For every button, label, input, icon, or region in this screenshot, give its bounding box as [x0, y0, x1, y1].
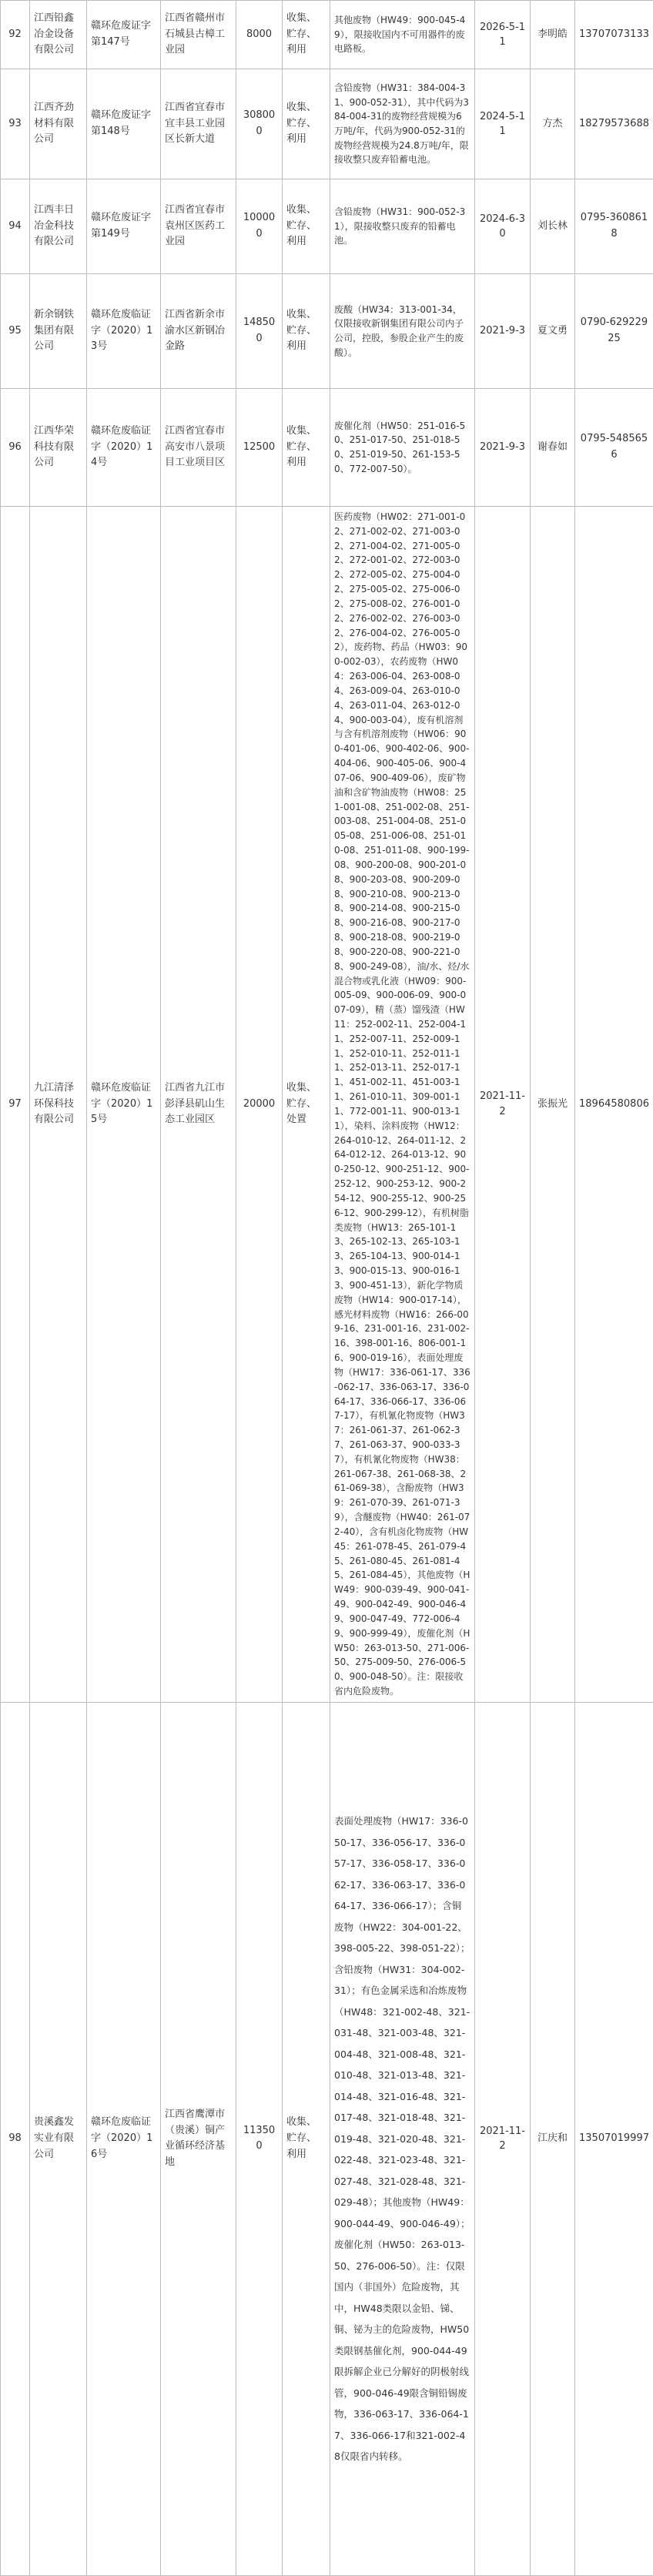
company-name: 贵溪鑫发实业有限公司 [30, 1702, 87, 2575]
phone: 0790-62922925 [575, 274, 653, 389]
waste-scope: 其他废物（HW49：900-045-49），限接收国内不可用器件的废电路板。 [330, 1, 475, 69]
capacity: 8000 [236, 1, 283, 69]
table-row [1, 179, 653, 274]
contact-person: 谢春如 [531, 389, 575, 507]
phone: 0795-5485656 [575, 389, 653, 507]
phone: 0795-3608618 [575, 179, 653, 274]
operation-method: 收集、贮存、利用 [283, 389, 330, 507]
valid-date: 2024-5-11 [475, 69, 531, 179]
table-row [1, 1702, 653, 2575]
capacity: 100000 [236, 179, 283, 274]
capacity: 148500 [236, 274, 283, 389]
phone: 13507019997 [575, 1702, 653, 2575]
operation-method: 收集、贮存、利用 [283, 1, 330, 69]
capacity: 113500 [236, 1702, 283, 2575]
row-number: 93 [1, 69, 30, 179]
capacity: 12500 [236, 389, 283, 507]
license-number: 赣环危废临证字（2020）14号 [87, 389, 161, 507]
waste-scope: 含铅废物（HW31：900-052-31），限接收整只废弃的铅蓄电池。 [330, 179, 475, 274]
license-number: 赣环危废临证字（2020）15号 [87, 507, 161, 1703]
table-row [1, 274, 653, 389]
contact-person: 李明皓 [531, 1, 575, 69]
address: 江西省宜春市高安市八景项目工业项目区 [161, 389, 236, 507]
phone: 18279573688 [575, 69, 653, 179]
valid-date: 2021-9-3 [475, 389, 531, 507]
table-row [1, 69, 653, 179]
address: 江西省九江市彭泽县矶山生态工业园区 [161, 507, 236, 1703]
address: 江西省鹰潭市（贵溪）铜产业循环经济基地 [161, 1702, 236, 2575]
phone: 18964580806 [575, 507, 653, 1703]
row-number: 98 [1, 1702, 30, 2575]
company-name: 新余钢铁集团有限公司 [30, 274, 87, 389]
table-row [1, 389, 653, 507]
waste-scope: 医药废物（HW02：271-001-02、271-002-02、271-003-02、271-004-02、271-005-02、272-001-02、272-003-02、272-005-02、275-004-02、275-005-02、275-006-02、275-008-02、276-001-02、276-002-02、276-003-02、276-004-02、276-005-02），废药物、药品（HW03：900-002-03），农药废物（HW04：263-006-04、263-008-04、263-009-04、263-010-04、263-011-04、263-012-04、900-003-04），废有机溶剂与含有机溶剂废物（HW06：900-401-06、900-402-06、900-404-06、900-405-06、900-407-06、900-409-06），废矿物油和含矿物油废物（HW08：251-001-08、251-002-08、251-003-08、251-004-08、251-005-08、251-006-08、251-010-08、251-011-08、900-199-08、900-200-08、900-201-08、900-203-08、900-209-08、900-210-08、900-213-08、900-214-08、900-215-08、900-216-08、900-217-08、900-218-08、900-219-08、900-220-08、900-221-08、900-249-08），油/水、烃/水混合物或乳化液（HW09：900-005-09、900-006-09、900-007-09），精（蒸）馏残渣（HW11：252-002-11、252-004-11、252-007-11、252-009-11、252-010-11、252-011-11、252-013-11、252-017-11、451-002-11、451-003-11、261-010-11、309-001-11、772-001-11、900-013-11），染料、涂料废物（HW12：264-010-12、264-011-12、264-012-12、264-013-12、900-250-12、900-251-12、900-252-12、900-253-12、900-254-12、900-255-12、900-256-12、900-299-12），有机树脂类废物（HW13：265-101-13、265-102-13、265-103-13、265-104-13、900-014-13、900-015-13、900-016-13、900-451-13），新化学物质废物（HW14：900-017-14），感光材料废物（HW16：266-009-16、231-001-16、231-002-16、398-001-16、806-001-16、900-019-16），表面处理废物（HW17：336-061-17、336-062-17、336-063-17、336-064-17、336-066-17、336-067-17），有机氰化物废物（HW37：261-061-37、261-062-37、261-063-37、900-033-37），有机氰化物废物（HW38：261-067-38、261-068-38、261-069-38），含酚废物（HW39：261-070-39、261-071-39），含醚废物（HW40：261-072-40），含有机卤化物废物（HW45：261-078-45、261-079-45、261-080-45、261-081-45、261-084-45），其他废物（HW49：900-039-49、900-041-49、900-042-49、900-046-49、900-047-49、772-006-49、900-999-49），废催化剂（HW50：263-013-50、271-006-50、275-009-50、276-006-50、900-048-50）。注：限接收省内危险废物。 [330, 507, 475, 1703]
company-name: 江西丰日冶金科技有限公司 [30, 179, 87, 274]
license-number: 赣环危废临证字（2020）13号 [87, 274, 161, 389]
company-name: 九江清泽环保科技有限公司 [30, 507, 87, 1703]
table-row [1, 1, 653, 69]
contact-person: 刘长林 [531, 179, 575, 274]
operation-method: 收集、贮存、利用 [283, 274, 330, 389]
license-number: 赣环危废临证字（2020）16号 [87, 1702, 161, 2575]
phone: 13707073133 [575, 1, 653, 69]
license-number: 赣环危废证字第149号 [87, 179, 161, 274]
valid-date: 2021-9-3 [475, 274, 531, 389]
row-number: 92 [1, 1, 30, 69]
license-number: 赣环危废证字第147号 [87, 1, 161, 69]
operation-method: 收集、贮存、利用 [283, 69, 330, 179]
capacity: 20000 [236, 507, 283, 1703]
table-row [1, 507, 653, 1703]
address: 江西省宜春市宜丰县工业园区长新大道 [161, 69, 236, 179]
contact-person: 夏文勇 [531, 274, 575, 389]
contact-person: 江庆和 [531, 1702, 575, 2575]
row-number: 95 [1, 274, 30, 389]
address: 江西省宜春市袁州区医药工业园 [161, 179, 236, 274]
operation-method: 收集、贮存、利用 [283, 179, 330, 274]
capacity: 308000 [236, 69, 283, 179]
valid-date: 2026-5-11 [475, 1, 531, 69]
operation-method: 收集、贮存、利用 [283, 1702, 330, 2575]
company-name: 江西铅鑫冶金设备有限公司 [30, 1, 87, 69]
row-number: 96 [1, 389, 30, 507]
license-number: 赣环危废证字第148号 [87, 69, 161, 179]
company-name: 江西华荣科技有限公司 [30, 389, 87, 507]
waste-scope: 表面处理废物（HW17：336-050-17、336-056-17、336-057-17、336-058-17、336-062-17、336-063-17、336-064-17、336-066-17）；含铜废物（HW22：304-001-22、398-005-22、398-051-22）；含铅废物（HW31：304-002-31）；有色金属采选和冶炼废物（HW48：321-002-48、321-031-48、321-003-48、321-004-48、321-008-48、321-010-48、321-013-48、321-014-48、321-016-48、321-017-48、321-018-48、321-019-48、321-020-48、321-022-48、321-023-48、321-027-48、321-028-48、321-029-48）；其他废物（HW49：900-044-49、900-046-49）；废催化剂（HW50：263-013-50、276-006-50）。注：仅限国内（非国外）危险废物，其中，HW48类限以金铅、锑、铜、铋为主的危险废物，HW50类限钢基催化剂，900-044-49限拆解企业已分解好的阴极射线管，900-046-49限含铜铅锡废物，336-063-17、336-064-17、336-066-17和321-002-48仅限省内转移。 [330, 1702, 475, 2575]
operation-method: 收集、贮存、处置 [283, 507, 330, 1703]
company-name: 江西齐劲材料有限公司 [30, 69, 87, 179]
contact-person: 张振光 [531, 507, 575, 1703]
row-number: 97 [1, 507, 30, 1703]
valid-date: 2024-6-30 [475, 179, 531, 274]
row-number: 94 [1, 179, 30, 274]
valid-date: 2021-11-2 [475, 1702, 531, 2575]
valid-date: 2021-11-2 [475, 507, 531, 1703]
address: 江西省新余市渝水区新钢冶金路 [161, 274, 236, 389]
address: 江西省赣州市石城县古樟工业园 [161, 1, 236, 69]
contact-person: 方杰 [531, 69, 575, 179]
waste-scope: 废酸（HW34：313-001-34，仅限接收新钢集团有限公司内子公司，控股，参股企业产生的废酸）。 [330, 274, 475, 389]
waste-scope: 含铅废物（HW31：384-004-31、900-052-31），其中代码为384-004-31的废物经营规模为6万吨/年，代码为900-052-31的废物经营规模为24.8万吨/年，限接收整只废弃铅蓄电池。 [330, 69, 475, 179]
waste-scope: 废催化剂（HW50：251-016-50、251-017-50、251-018-50、251-019-50、261-153-50、772-007-50）。 [330, 389, 475, 507]
